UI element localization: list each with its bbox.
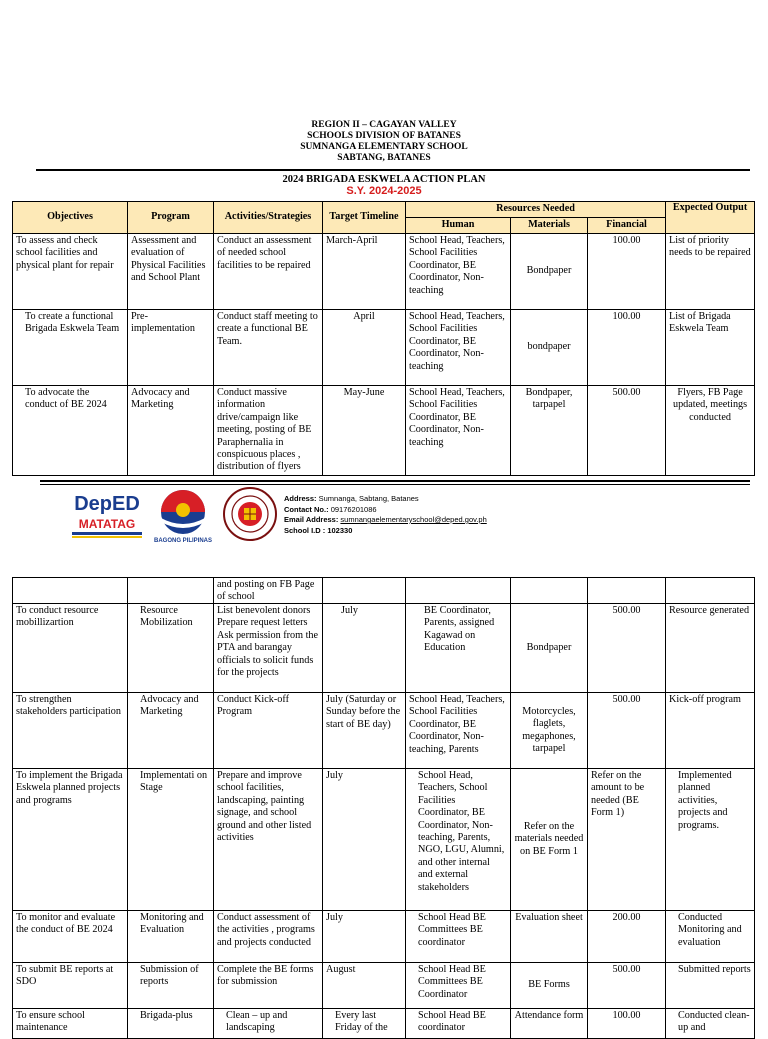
program-cell: Monitoring and Evaluation — [128, 911, 214, 963]
activity-cell: Conduct massive information drive/campaign like meeting, posting of BE Paraphernalia in conspicuous places , distribution of flyers — [214, 386, 323, 476]
financial-cell: 200.00 — [588, 911, 666, 963]
table-row — [13, 386, 755, 476]
col-activities: Activities/Strategies — [214, 202, 323, 234]
financial-cell: 500.00 — [588, 963, 666, 1009]
school-id-label: School I.D : — [284, 525, 326, 535]
header-divider — [36, 169, 750, 171]
activity-cell: Clean – up and landscaping — [214, 1009, 323, 1039]
region-heading: REGION II – CAGAYAN VALLEY — [311, 120, 457, 130]
human-cell: School Head, Teachers, School Facilities Coordinator, BE Coordinator, Non-teaching — [406, 234, 511, 310]
email-label: Email Address: — [284, 515, 339, 524]
col-program: Program — [128, 202, 214, 234]
timeline-cell: May-June — [323, 386, 406, 476]
human-cell: School Head, Teachers, School Facilities Coordinator, BE Coordinator, Non-teaching, Parents — [406, 693, 511, 769]
table-row — [13, 911, 755, 963]
objective-cell: To conduct resource mobillizartion — [13, 604, 128, 693]
objective-cell: To monitor and evaluate the conduct of BE 2024 — [13, 911, 128, 963]
deped-matatag-logo — [66, 488, 148, 542]
program-cell: Submission of reports — [128, 963, 214, 1009]
plan-title: 2024 BRIGADA ESKWELA ACTION PLAN — [282, 174, 486, 185]
col-output: Expected Output — [666, 202, 755, 234]
timeline-cell: July (Saturday or Sunday before the start of BE day) — [323, 693, 406, 769]
human-cell: School Head BE Committees BE coordinator — [406, 911, 511, 963]
objective-cell: To assess and check school facilities and physical plant for repair — [13, 234, 128, 310]
col-materials: Materials — [511, 218, 588, 234]
timeline-cell: July — [323, 769, 406, 911]
program-cell: Pre-implementation — [128, 310, 214, 386]
action-plan-table-continued — [12, 577, 755, 1039]
program-cell: Brigada-plus — [128, 1009, 214, 1039]
school-id-value: 102330 — [327, 525, 353, 535]
materials-cell: Refer on the materials needed on BE Form 1 — [511, 769, 588, 911]
human-cell: School Head, Teachers, School Facilities Coordinator, BE Coordinator, Non-teaching — [406, 386, 511, 476]
bagong-pilipinas-logo — [150, 488, 216, 544]
table-row — [13, 963, 755, 1009]
objective-cell: To create a functional Brigada Eskwela Team — [13, 310, 128, 386]
human-cell: School Head BE Committees BE Coordinator — [406, 963, 511, 1009]
output-cell: Implemented planned activities, projects and programs. — [666, 769, 755, 911]
financial-cell: 100.00 — [588, 310, 666, 386]
timeline-cell: July — [323, 911, 406, 963]
materials-cell: bondpaper — [511, 310, 588, 386]
activity-cell: Conduct an assessment of needed school facilities to be repaired — [214, 234, 323, 310]
activity-cell: Conduct staff meeting to create a functional BE Team. — [214, 310, 323, 386]
program-cell: Resource Mobilization — [128, 604, 214, 693]
timeline-cell: March-April — [323, 234, 406, 310]
action-plan-table — [12, 201, 755, 476]
contact-label: Contact No.: — [284, 504, 329, 514]
footer-divider — [40, 480, 750, 482]
page-two — [0, 548, 768, 1034]
col-human: Human — [406, 218, 511, 234]
output-cell: Resource generated — [666, 604, 755, 693]
col-financial: Financial — [588, 218, 666, 234]
email-link[interactable]: sumnangaelementaryschool@deped.gov.ph — [340, 515, 487, 524]
objective-cell: To implement the Brigada Eskwela planned projects and programs — [13, 769, 128, 911]
output-cell: Conducted Monitoring and evaluation — [666, 911, 755, 963]
financial-cell: 500.00 — [588, 386, 666, 476]
materials-cell: Attendance form — [511, 1009, 588, 1039]
timeline-cell: August — [323, 963, 406, 1009]
school-contact-block — [284, 494, 487, 536]
school-heading: SUMNANGA ELEMENTARY SCHOOL — [300, 142, 468, 152]
col-timeline: Target Timeline — [323, 202, 406, 234]
activity-cell: Conduct assessment of the activities , programs and projects conducted — [214, 911, 323, 963]
table-row — [13, 604, 755, 693]
materials-cell: Bondpaper — [511, 234, 588, 310]
program-cell: Advocacy and Marketing — [128, 693, 214, 769]
activity-cell: and posting on FB Page of school — [214, 578, 323, 604]
human-cell: School Head, Teachers, School Facilities Coordinator, BE Coordinator, Non-teaching — [406, 310, 511, 386]
timeline-cell: Every last Friday of the — [323, 1009, 406, 1039]
address-value: Sumnanga, Sabtang, Batanes — [318, 494, 419, 503]
financial-cell: Refer on the amount to be needed (BE Form 1) — [588, 769, 666, 911]
matatag-logo-text: MATATAG — [78, 517, 136, 531]
program-cell: Advocacy and Marketing — [128, 386, 214, 476]
program-cell: Assessment and evaluation of Physical Facilities and School Plant — [128, 234, 214, 310]
col-objectives: Objectives — [13, 202, 128, 234]
human-cell: BE Coordinator, Parents, assigned Kagawad on Education — [406, 604, 511, 693]
materials-cell: Bondpaper — [511, 604, 588, 693]
program-cell: Implementati on Stage — [128, 769, 214, 911]
activity-cell: Complete the BE forms for submission — [214, 963, 323, 1009]
division-heading: SCHOOLS DIVISION OF BATANES — [307, 131, 461, 141]
objective-cell: To submit BE reports at SDO — [13, 963, 128, 1009]
table-row — [13, 769, 755, 911]
table-row — [13, 578, 755, 604]
activity-cell: List benevolent donors Prepare request letters Ask permission from the PTA and barangay officials to solicit funds for the projects — [214, 604, 323, 693]
address-label: Address: — [284, 494, 317, 503]
table-row — [13, 234, 755, 310]
financial-cell: 100.00 — [588, 1009, 666, 1039]
output-cell: Flyers, FB Page updated, meetings conducted — [666, 386, 755, 476]
human-cell: School Head BE coordinator — [406, 1009, 511, 1039]
output-cell: List of Brigada Eskwela Team — [666, 310, 755, 386]
page-footer — [0, 476, 768, 546]
materials-cell: Motorcycles, flaglets, megaphones, tarpapel — [511, 693, 588, 769]
materials-cell: Bondpaper, tarpapel — [511, 386, 588, 476]
output-cell: List of priority needs to be repaired — [666, 234, 755, 310]
objective-cell: To ensure school maintenance — [13, 1009, 128, 1039]
financial-cell: 100.00 — [588, 234, 666, 310]
objective-cell: To advocate the conduct of BE 2024 — [13, 386, 128, 476]
timeline-cell: April — [323, 310, 406, 386]
contact-value: 09176201086 — [330, 504, 377, 514]
table-row — [13, 310, 755, 386]
school-year: S.Y. 2024-2025 — [346, 185, 422, 197]
location-heading: SABTANG, BATANES — [337, 153, 431, 163]
table-row — [13, 693, 755, 769]
financial-cell: 500.00 — [588, 693, 666, 769]
materials-cell: BE Forms — [511, 963, 588, 1009]
output-cell: Conducted clean-up and — [666, 1009, 755, 1039]
activity-cell: Conduct Kick-off Program — [214, 693, 323, 769]
footer-divider-thin — [40, 484, 750, 485]
timeline-cell: July — [323, 604, 406, 693]
activity-cell: Prepare and improve school facilities, landscaping, painting signage, and school ground and other listed activities — [214, 769, 323, 911]
human-cell: School Head, Teachers, School Facilities Coordinator, BE Coordinator, Non-teaching, Parents, NGO, LGU, Alumni, and other internal and external stakeholders — [406, 769, 511, 911]
output-cell: Submitted reports — [666, 963, 755, 1009]
materials-cell: Evaluation sheet — [511, 911, 588, 963]
school-seal-icon — [222, 486, 278, 542]
bagong-pilipinas-text: BAGONG PILIPINAS — [153, 538, 213, 544]
output-cell: Kick-off program — [666, 693, 755, 769]
col-resources: Resources Needed — [406, 202, 666, 218]
financial-cell: 500.00 — [588, 604, 666, 693]
deped-logo-text: DepED — [74, 493, 140, 515]
objective-cell: To strengthen stakeholders participation — [13, 693, 128, 769]
